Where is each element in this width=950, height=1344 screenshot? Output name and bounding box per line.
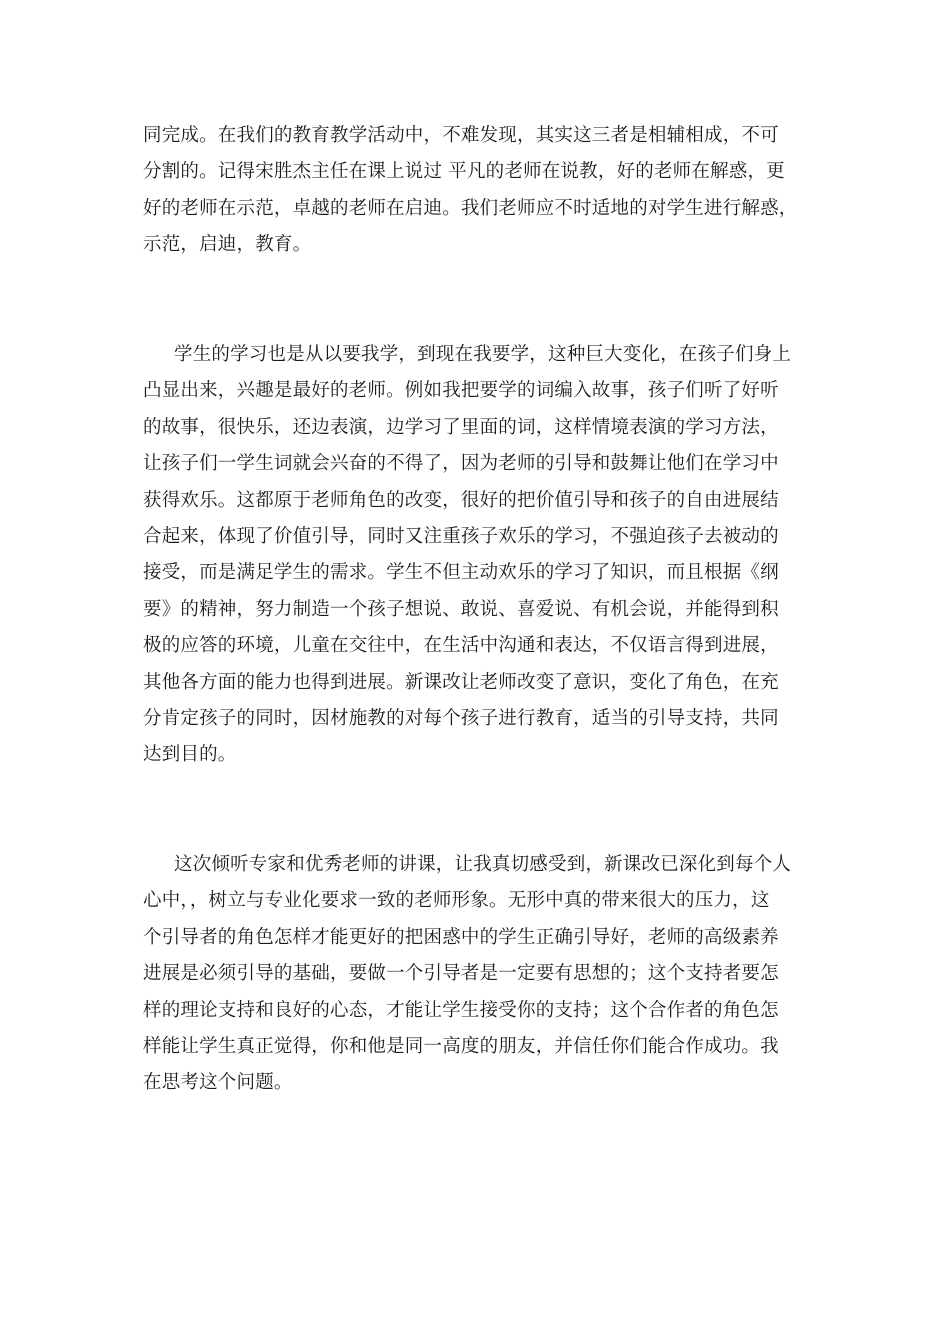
paragraph-1 <box>143 118 808 264</box>
paragraph-line: 合起来，体现了价值引导，同时又注重孩子欢乐的学习，不强迫孩子去被动的 <box>143 526 779 548</box>
paragraph-line: 心中，，树立与专业化要求一致的老师形象。无形中真的带来很大的压力，这 <box>143 890 770 912</box>
paragraph-line: 的故事，很快乐，还边表演，边学习了里面的词，这样情境表演的学习方法， <box>143 416 779 438</box>
paragraph-line: 极的应答的环境，儿童在交往中，在生活中沟通和表达，不仅语言得到进展， <box>143 635 779 657</box>
paragraph-3 <box>143 847 808 1102</box>
paragraph-line: 达到目的。 <box>143 744 237 766</box>
paragraph-line: 分割的。记得宋胜杰主任在课上说过 平凡的老师在说教，好的老师在解惑，更 <box>143 161 785 183</box>
paragraph-line: 在思考这个问题。 <box>143 1072 293 1094</box>
paragraph-line: 这次倾听专家和优秀老师的讲课，让我真切感受到，新课改已深化到每个人 <box>174 854 792 875</box>
paragraph-line: 样的理论支持和良好的心态，才能让学生接受你的支持；这个合作者的角色怎 <box>143 999 779 1021</box>
paragraph-line: 同完成。在我们的教育教学活动中，不难发现，其实这三者是相辅相成，不可 <box>143 125 779 146</box>
paragraph-line: 分肯定孩子的同时，因材施教的对每个孩子进行教育，适当的引导支持，共同 <box>143 708 779 730</box>
paragraph-line: 样能让学生真正觉得，你和他是同一高度的朋友，并信任你们能合作成功。我 <box>143 1036 779 1058</box>
paragraph-line: 进展是必须引导的基础，要做一个引导者是一定要有思想的；这个支持者要怎 <box>143 963 779 985</box>
paragraph-line: 示范，启迪，教育。 <box>143 234 312 256</box>
paragraph-line: 让孩子们一学生词就会兴奋的不得了，因为老师的引导和鼓舞让他们在学习中 <box>143 453 779 475</box>
paragraph-line: 凸显出来，兴趣是最好的老师。例如我把要学的词编入故事，孩子们听了好听 <box>143 380 779 402</box>
paragraph-line: 获得欢乐。这都原于老师角色的改变，很好的把价值引导和孩子的自由进展结 <box>143 489 779 511</box>
paragraph-2 <box>143 337 808 774</box>
paragraph-line: 学生的学习也是从以要我学，到现在我要学，这种巨大变化，在孩子们身上 <box>174 344 792 365</box>
paragraph-line: 接受，而是满足学生的需求。学生不但主动欢乐的学习了知识，而且根据《纲 <box>143 562 779 584</box>
paragraph-line: 其他各方面的能力也得到进展。新课改让老师改变了意识，变化了角色，在充 <box>143 671 779 693</box>
paragraph-line: 要》的精神，努力制造一个孩子想说、敢说、喜爱说、有机会说，并能得到积 <box>143 598 779 620</box>
paragraph-line: 个引导者的角色怎样才能更好的把困惑中的学生正确引导好，老师的高级素养 <box>143 926 779 948</box>
paragraph-line: 好的老师在示范，卓越的老师在启迪。我们老师应不时适地的对学生进行解惑， <box>143 197 798 219</box>
